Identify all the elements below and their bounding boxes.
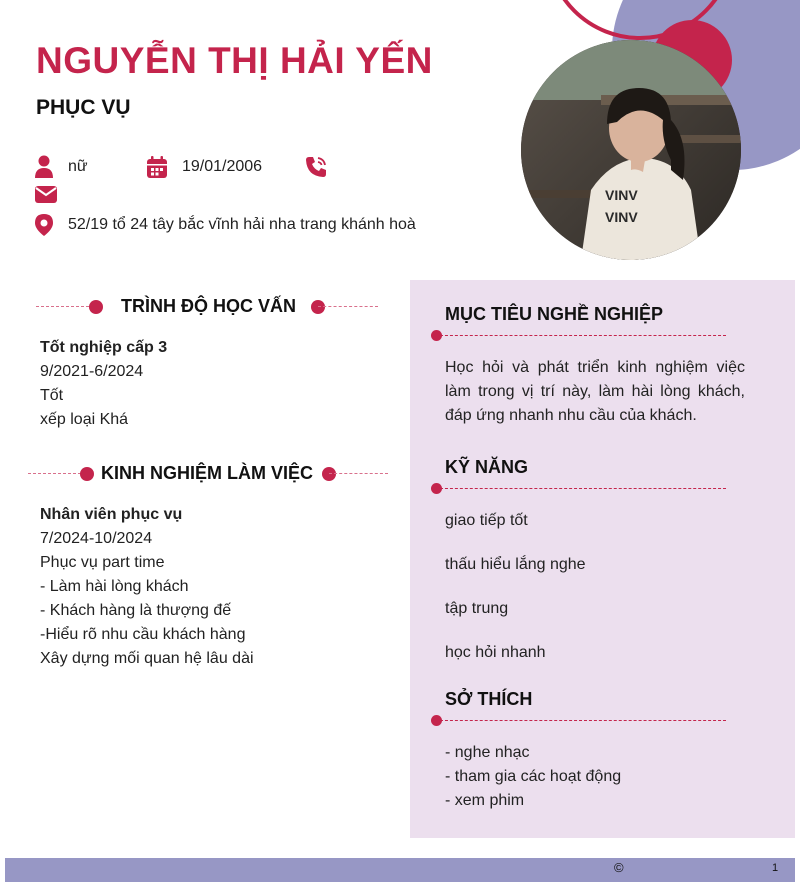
profile-photo [521,40,741,260]
section-divider [440,488,726,489]
education-grade: xếp loại Khá [40,411,129,428]
section-dot-right [322,467,336,481]
contact-address [34,213,416,237]
hobby-item: - nghe nhạc [445,744,530,761]
skill-item: giao tiếp tốt [445,512,528,529]
education-content [40,336,167,432]
section-dot-right [311,300,325,314]
section-divider-right [318,306,378,307]
svg-text:VINV: VINV [605,187,638,203]
location-pin-icon [34,213,54,237]
skill-item: tập trung [445,600,509,617]
objective-text: Học hỏi và phát triển kinh nghiệm việc làm trong vị trí này, làm hài lòng khách, đáp ứng nhanh nhu cầu của khách. [445,359,745,424]
experience-content [40,503,254,671]
experience-line: - Làm hài lòng khách [40,578,189,595]
objective-title: MỤC TIÊU NGHỀ NGHIỆP [445,304,664,324]
contact-email [34,183,72,205]
user-icon [34,155,54,179]
candidate-name: NGUYỄN THỊ HẢI YẾN [36,40,433,81]
experience-line: - Khách hàng là thượng đế [40,602,232,619]
birthday-text: 19/01/2006 [182,158,263,175]
gender-text: nữ [68,158,88,175]
hobby-item: - xem phim [445,792,525,809]
education-period: 9/2021-6/2024 [40,363,144,380]
contact-birthday [146,155,262,179]
page-number: 1 [772,862,779,874]
experience-title: KINH NGHIỆM LÀM VIỆC [101,463,314,483]
svg-text:VINV: VINV [605,209,638,225]
hobbies-title: SỞ THÍCH [445,689,533,709]
education-school: Tốt nghiệp cấp 3 [40,339,168,356]
hobby-item: - tham gia các hoạt động [445,768,622,785]
hobbies-list [445,741,621,813]
footer-bar [5,858,795,882]
phone-icon [304,155,328,179]
section-dot-left [89,300,103,314]
envelope-icon [34,183,58,205]
experience-line: Phục vụ part time [40,554,165,571]
experience-role: Nhân viên phục vụ [40,506,183,523]
calendar-icon [146,155,168,179]
contact-gender [34,155,88,179]
section-divider [440,335,726,336]
section-divider-left [36,306,94,307]
contact-phone [304,155,342,179]
skills-title: KỸ NĂNG [445,457,529,477]
skill-item: học hỏi nhanh [445,644,546,661]
section-divider-right [329,473,388,474]
experience-period: 7/2024-10/2024 [40,530,153,547]
footer-copyright: © [614,860,624,875]
job-position: PHỤC VỤ [36,96,131,119]
section-divider [440,720,726,721]
profile-photo-illustration [521,40,741,260]
education-title: TRÌNH ĐỘ HỌC VẤN [121,296,296,316]
section-divider-left [28,473,86,474]
address-text: 52/19 tổ 24 tây bắc vĩnh hải nha trang khánh hoà [68,216,416,233]
education-result: Tốt [40,387,64,404]
section-dot-left [80,467,94,481]
experience-line: Xây dựng mối quan hệ lâu dài [40,650,254,667]
experience-line: -Hiểu rõ nhu cầu khách hàng [40,626,246,643]
skill-item: thấu hiểu lắng nghe [445,556,586,573]
